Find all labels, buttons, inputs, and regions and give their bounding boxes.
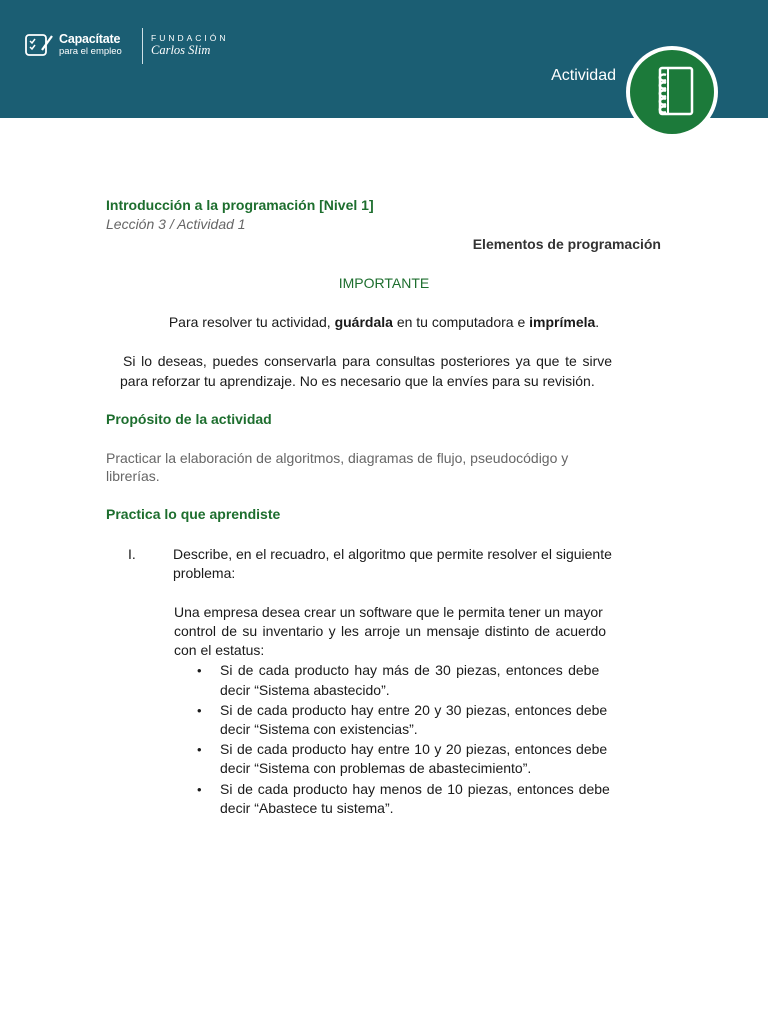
instruction-bold-save: guárdala bbox=[334, 314, 393, 330]
item-text: problema: bbox=[173, 565, 236, 581]
item-text: Describe, en el recuadro, el algoritmo que permite resolver el siguiente bbox=[173, 546, 612, 562]
list-item-line: Si de cada producto hay entre 10 y 20 piezas, entonces debe bbox=[220, 741, 608, 757]
problem-text: control de su inventario y les arroje un mensaje distinto de acuerdo bbox=[174, 623, 607, 639]
note-line: Si lo deseas, puedes conservarla para consultas posteriores ya que te sirve bbox=[123, 353, 613, 369]
note-line: para reforzar tu aprendizaje. No es necesario que la envíes para su revisión. bbox=[120, 373, 595, 389]
list-item-line: decir “Sistema con existencias”. bbox=[220, 721, 418, 737]
purpose-text: librerías. bbox=[106, 468, 160, 484]
important-heading: IMPORTANTE bbox=[338, 275, 430, 291]
course-title: Introducción a la programación [Nivel 1] bbox=[106, 197, 374, 213]
problem-text: Una empresa desea crear un software que le permita tener un mayor bbox=[174, 604, 603, 620]
list-item-line: Si de cada producto hay entre 20 y 30 piezas, entonces debe bbox=[220, 702, 608, 718]
foundation-label: FUNDACIÓN bbox=[151, 33, 229, 43]
important-instruction bbox=[0, 313, 768, 332]
list-item-line: decir “Sistema con problemas de abastecimiento”. bbox=[220, 760, 532, 776]
instruction-text: en tu computadora e bbox=[392, 314, 530, 330]
lesson-label: Lección 3 / Actividad 1 bbox=[106, 216, 246, 232]
bullet-marker: • bbox=[197, 663, 202, 678]
item-number: I. bbox=[128, 546, 136, 562]
brand-title: Capacítate bbox=[59, 32, 121, 46]
list-item-line: decir “Abastece tu sistema”. bbox=[220, 800, 394, 816]
instruction-text: Para resolver tu actividad, bbox=[168, 314, 335, 330]
bullet-marker: • bbox=[197, 742, 202, 757]
bullet-marker: • bbox=[197, 703, 202, 718]
purpose-text: Practicar la elaboración de algoritmos, diagramas de flujo, pseudocódigo y bbox=[106, 450, 569, 466]
topic-heading: Elementos de programación bbox=[472, 236, 661, 252]
bullet-marker: • bbox=[197, 782, 202, 797]
practice-heading: Practica lo que aprendiste bbox=[106, 506, 281, 522]
list-item-line: decir “Sistema abastecido”. bbox=[220, 682, 390, 698]
purpose-heading: Propósito de la actividad bbox=[106, 411, 272, 427]
problem-text: con el estatus: bbox=[174, 642, 265, 658]
instruction-bold-print: imprímela bbox=[529, 314, 596, 330]
brand-subtitle: para el empleo bbox=[59, 46, 122, 57]
section-label: Actividad bbox=[551, 67, 616, 84]
list-item-line: Si de cada producto hay más de 30 piezas, entonces debe bbox=[220, 662, 600, 678]
list-item-line: Si de cada producto hay menos de 10 piezas, entonces debe bbox=[220, 781, 610, 797]
instruction-text: . bbox=[595, 314, 600, 330]
foundation-name: Carlos Slim bbox=[151, 43, 211, 57]
